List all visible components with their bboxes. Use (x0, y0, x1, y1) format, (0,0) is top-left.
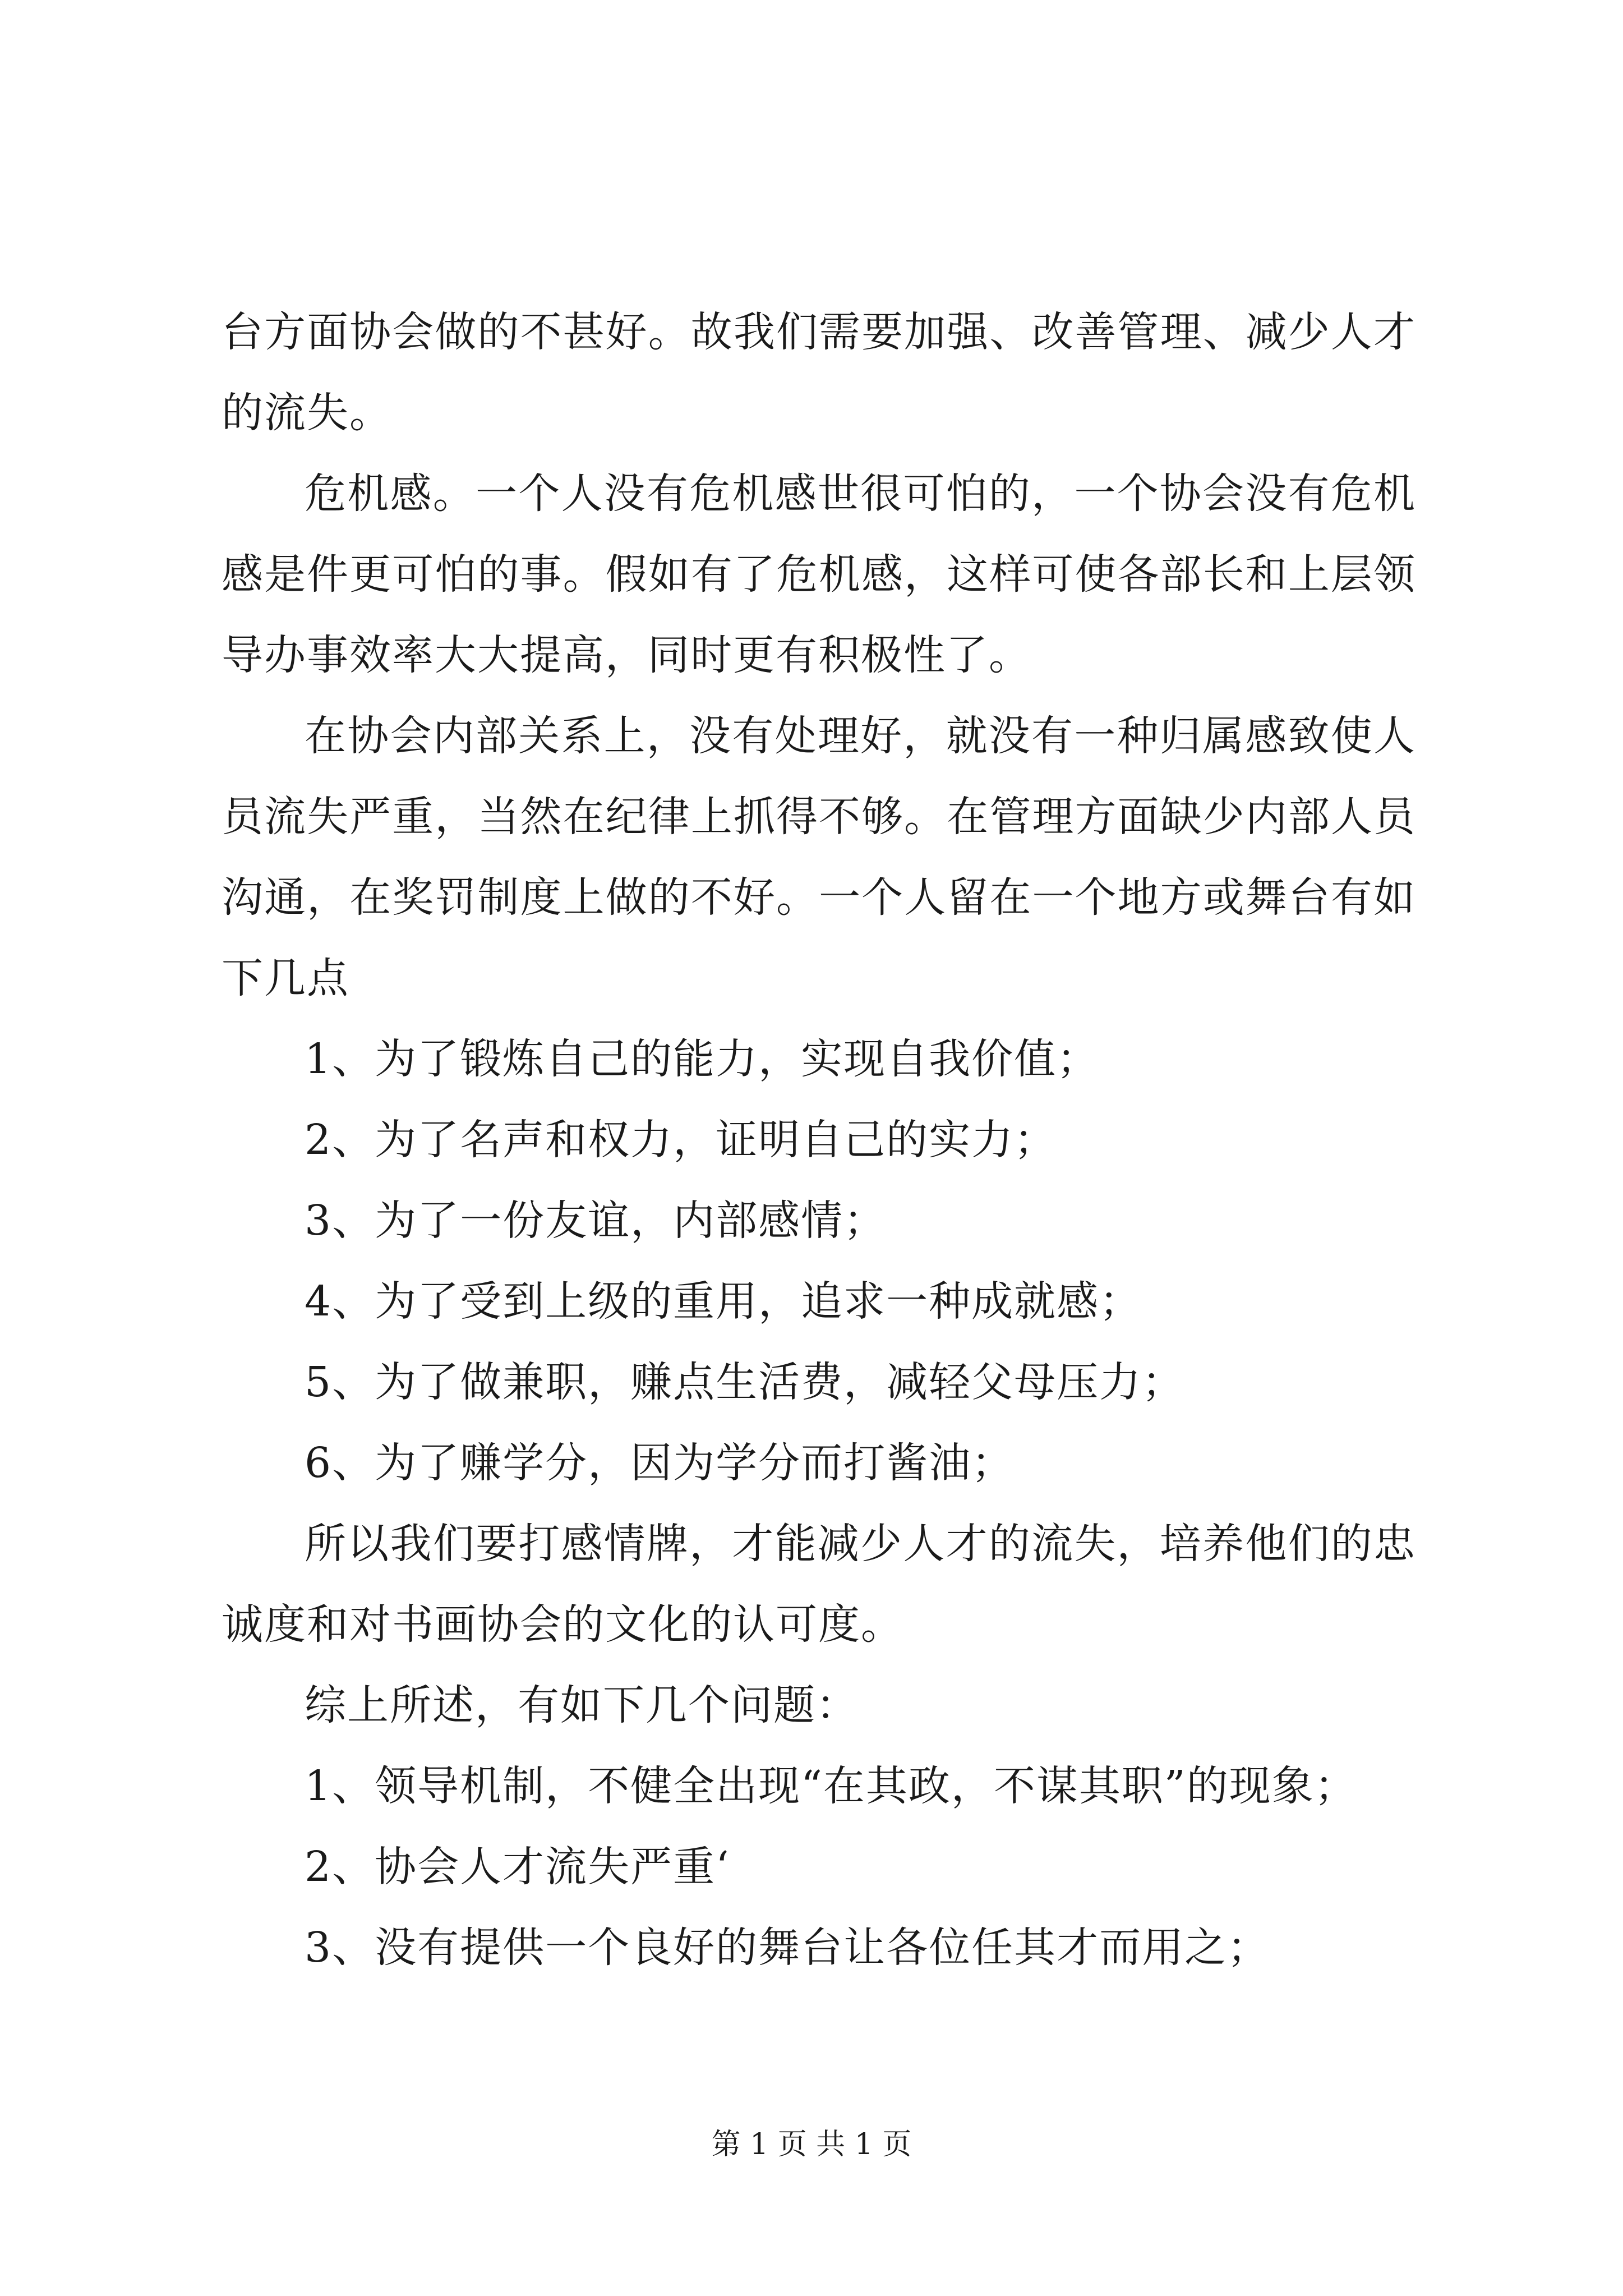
list-item: 2、为了名声和权力，证明自己的实力； (305, 1116, 1057, 1164)
list-item: 6、为了赚学分，因为学分而打酱油； (305, 1439, 1015, 1487)
list-item: 2、协会人才流失严重‘ (305, 1843, 730, 1891)
page-footer (0, 2120, 1623, 2162)
list-item: 1、为了锻炼自己的能力，实现自我价值； (305, 1035, 1100, 1083)
paragraph: 台方面协会做的不甚好。故我们需要加强、改善管理、减少人才的流失。 (222, 308, 1416, 437)
paragraph: 危机感。一个人没有危机感世很可怕的，一个协会没有危机感是件更可怕的事。假如有了危机感，这样可使各部长和上层领导办事效率大大提高，同时更有积极性了。 (222, 470, 1416, 679)
document-body (222, 292, 1416, 1988)
list-item: 1、领导机制，不健全出现“在其政，不谋其职”的现象； (305, 1762, 1357, 1810)
paragraph: 综上所述，有如下几个问题： (305, 1681, 859, 1729)
page-number-label: 第 1 页 共 1 页 (711, 2128, 912, 2161)
paragraph: 所以我们要打感情牌，才能减少人才的流失，培养他们的忠诚度和对书画协会的文化的认可度。 (222, 1520, 1416, 1649)
list-item: 3、没有提供一个良好的舞台让各位任其才而用之； (305, 1924, 1270, 1972)
paragraph: 在协会内部关系上，没有处理好，就没有一种归属感致使人员流失严重，当然在纪律上抓得不够。在管理方面缺少内部人员沟通，在奖罚制度上做的不好。一个人留在一个地方或舞台有如下几点 (222, 712, 1416, 1002)
list-item: 4、为了受到上级的重用，追求一种成就感； (305, 1277, 1142, 1326)
list-item: 5、为了做兼职，赚点生活费，减轻父母压力； (305, 1358, 1185, 1406)
list-item: 3、为了一份友谊，内部感情； (305, 1197, 887, 1245)
